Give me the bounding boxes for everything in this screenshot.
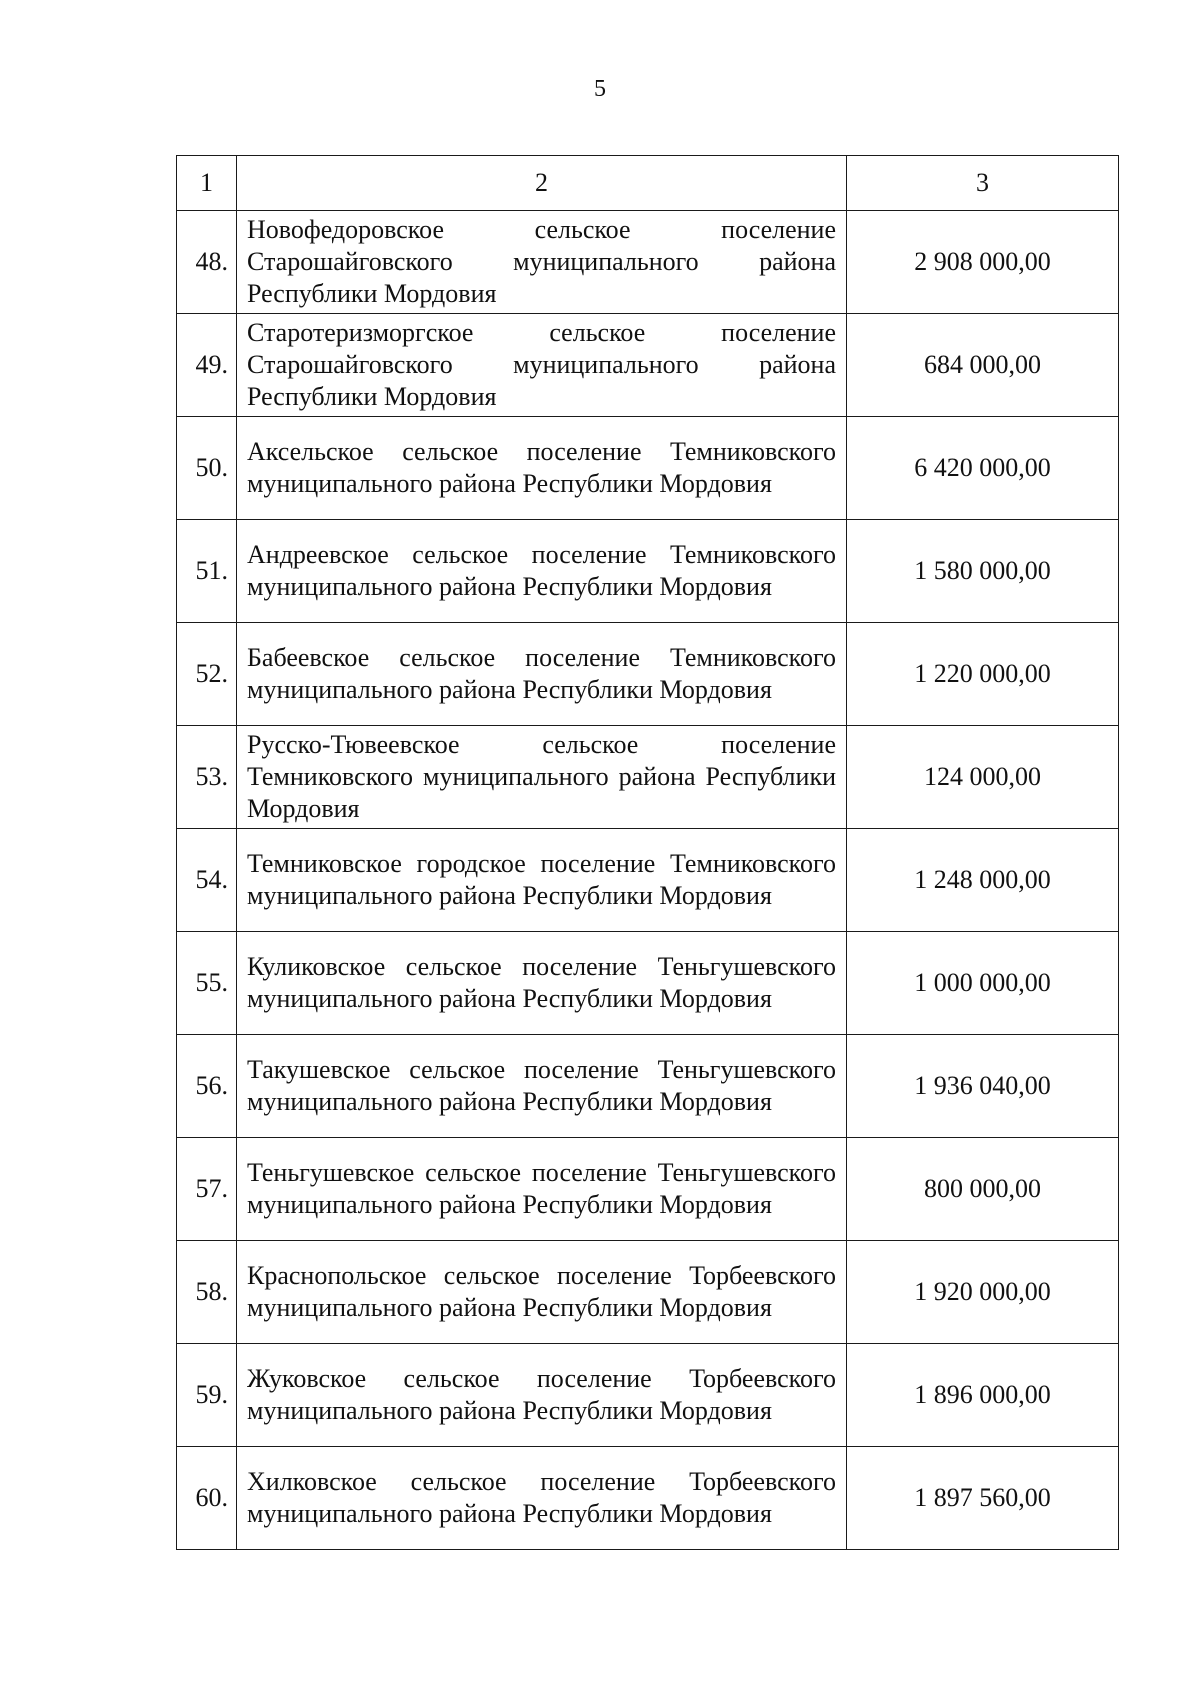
table-row — [177, 623, 1119, 726]
allocation-table — [176, 155, 1119, 1550]
row-number: 50. — [177, 417, 237, 520]
table-row — [177, 932, 1119, 1035]
settlement-name: Краснопольское сельское поселение Торбеевского муниципального района Республики Мордовия — [237, 1241, 847, 1344]
settlement-name: Такушевское сельское поселение Теньгушевского муниципального района Республики Мордовия — [237, 1035, 847, 1138]
settlement-name: Жуковское сельское поселение Торбеевского муниципального района Республики Мордовия — [237, 1344, 847, 1447]
settlement-name: Андреевское сельское поселение Темниковского муниципального района Республики Мордовия — [237, 520, 847, 623]
amount-value: 684 000,00 — [847, 314, 1119, 417]
amount-value: 1 920 000,00 — [847, 1241, 1119, 1344]
settlement-name: Бабеевское сельское поселение Темниковского муниципального района Республики Мордовия — [237, 623, 847, 726]
table-row — [177, 829, 1119, 932]
table-row — [177, 520, 1119, 623]
column-header-3: 3 — [847, 156, 1119, 211]
amount-value: 6 420 000,00 — [847, 417, 1119, 520]
row-number: 59. — [177, 1344, 237, 1447]
page-number: 5 — [594, 76, 606, 102]
table-row — [177, 1344, 1119, 1447]
table-row — [177, 1241, 1119, 1344]
row-number: 52. — [177, 623, 237, 726]
settlement-name: Русско-Тювеевское сельское поселение Темниковского муниципального района Республики Мордовия — [237, 726, 847, 829]
amount-value: 1 220 000,00 — [847, 623, 1119, 726]
table-row — [177, 1035, 1119, 1138]
amount-value: 1 897 560,00 — [847, 1447, 1119, 1550]
table-row — [177, 314, 1119, 417]
amount-value: 1 248 000,00 — [847, 829, 1119, 932]
table-row — [177, 1138, 1119, 1241]
table-header-row — [177, 156, 1119, 211]
amount-value: 1 896 000,00 — [847, 1344, 1119, 1447]
row-number: 48. — [177, 211, 237, 314]
row-number: 54. — [177, 829, 237, 932]
row-number: 55. — [177, 932, 237, 1035]
row-number: 51. — [177, 520, 237, 623]
row-number: 60. — [177, 1447, 237, 1550]
settlement-name: Хилковское сельское поселение Торбеевского муниципального района Республики Мордовия — [237, 1447, 847, 1550]
amount-value: 1 936 040,00 — [847, 1035, 1119, 1138]
amount-value: 800 000,00 — [847, 1138, 1119, 1241]
table-row — [177, 726, 1119, 829]
column-header-1: 1 — [177, 156, 237, 211]
column-header-2: 2 — [237, 156, 847, 211]
table-row — [177, 211, 1119, 314]
row-number: 57. — [177, 1138, 237, 1241]
settlement-name: Старотеризморгское сельское поселение Старошайговского муниципального района Республики Мордовия — [237, 314, 847, 417]
row-number: 58. — [177, 1241, 237, 1344]
row-number: 53. — [177, 726, 237, 829]
table-row — [177, 1447, 1119, 1550]
settlement-name: Теньгушевское сельское поселение Теньгушевского муниципального района Республики Мордовия — [237, 1138, 847, 1241]
table-row — [177, 417, 1119, 520]
row-number: 49. — [177, 314, 237, 417]
amount-value: 1 000 000,00 — [847, 932, 1119, 1035]
settlement-name: Аксельское сельское поселение Темниковского муниципального района Республики Мордовия — [237, 417, 847, 520]
settlement-name: Темниковское городское поселение Темниковского муниципального района Республики Мордовия — [237, 829, 847, 932]
row-number: 56. — [177, 1035, 237, 1138]
settlement-name: Новофедоровское сельское поселение Старошайговского муниципального района Республики Мордовия — [237, 211, 847, 314]
amount-value: 2 908 000,00 — [847, 211, 1119, 314]
amount-value: 124 000,00 — [847, 726, 1119, 829]
settlement-name: Куликовское сельское поселение Теньгушевского муниципального района Республики Мордовия — [237, 932, 847, 1035]
amount-value: 1 580 000,00 — [847, 520, 1119, 623]
